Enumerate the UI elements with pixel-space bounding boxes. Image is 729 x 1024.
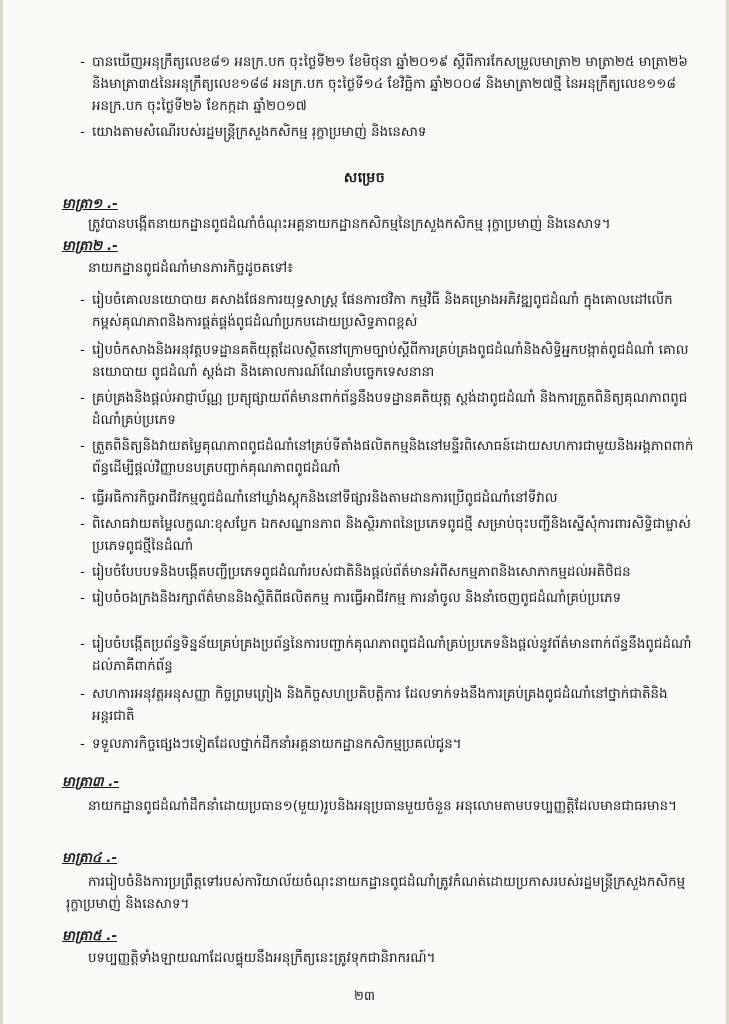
duty-item: - រៀបចំកសាងនិងអនុវត្តបទដ្ឋានគតិយុត្តដែលស្ថិតនៅក្រោមច្បាប់ស្ដីពីការគ្រប់គ្រងពូជដំណាំនិងសិទ្ធិអ្នកបង្កាត់ពូជដំណាំ គោលនយោបាយ ពូជដំណាំ ស្តង់ដា និងគោលការណ៍ណែនាំបច្ចេកទេសនានា	[80, 343, 689, 380]
duty-item: - ធ្វើអធិការកិច្ចអាជីវកម្មពូជដំណាំនៅឃ្លាំងស្តុកនិងនៅទីផ្សារនិងតាមដានការប្រើពូជដំណាំនៅទីវាល	[80, 491, 558, 506]
article-2-intro: នាយកដ្ឋានពូជដំណាំមានភារកិច្ចដូចតទៅ៖	[88, 261, 293, 276]
preamble-item: - យោងតាមសំណើរបស់រដ្ឋមន្ត្រីក្រសួងកសិកម្ម រុក្ខាប្រមាញ់ និងនេសាទ	[80, 125, 427, 140]
article-5-heading: មាត្រា៥ .-	[62, 928, 118, 944]
article-2-heading: មាត្រា២ .-	[62, 238, 118, 254]
duty-item: - រៀបចំគោលនយោបាយ គសាងផែនការយុទ្ធសាស្ត្រ ផែនការថវិកា កម្មវិធី និងគម្រោងអភិវឌ្ឍពូជដំណាំ ក្នុងគោលដៅលើកកម្ពស់គុណភាពនិងការផ្គត់ផ្គង់ពូជដំណាំប្រកបដោយប្រសិទ្ធភាពខ្ពស់	[80, 293, 673, 330]
article-1-heading: មាត្រា១ .-	[62, 196, 118, 212]
decision-title: សម្រេច	[343, 170, 386, 186]
duty-item: - រៀបចំបង្កើតប្រព័ន្ធទិន្នន័យគ្រប់គ្រងប្រព័ន្ធនៃការបញ្ជាក់គុណភាពពូជដំណាំគ្រប់ប្រភេទនិងផ្តល់នូវព័ត៌មានពាក់ព័ន្ធនឹងពូជដំណាំដល់ភាគីពាក់ព័ន្ធ	[80, 637, 692, 674]
duty-item: - រៀបចំចងក្រងនិងរក្សាព័ត៌មាននិងស្ថិតិពីផលិតកម្ម ការធ្វើអាជីវកម្ម ការនាំចូល និងនាំចេញពូជដំណាំគ្រប់ប្រភេទ	[80, 591, 622, 606]
duty-item: - ទទួលភារកិច្ចផ្សេងៗទៀតដែលថ្នាក់ដឹកនាំអគ្គនាយកដ្ឋានកសិកម្មប្រគល់ជូន។	[80, 737, 462, 752]
duty-item: - សហការអនុវត្តអនុសញ្ញា កិច្ចព្រមព្រៀង និងកិច្ចសហប្រតិបត្តិការ ដែលទាក់ទងនឹងការគ្រប់គ្រងពូជដំណាំនៅថ្នាក់ជាតិនិងអន្តរជាតិ	[80, 687, 668, 724]
duty-item: - ត្រួតពិនិត្យនិងវាយតម្លៃគុណភាពពូជដំណាំនៅគ្រប់ទីតាំងផលិតកម្មនិងនៅមន្ទីរពិសោធន៍ដោយសហការជាមួយនិងអង្គភាពពាក់ព័ន្ធដើម្បីផ្តល់វិញ្ញាបនបត្របញ្ជាក់គុណភាពពូជដំណាំ	[80, 439, 694, 476]
preamble-item: - បានឃើញអនុក្រឹត្យលេខ៨១ អនក្រ.បក ចុះថ្ងៃទី២១ ខែមិថុនា ឆ្នាំ២០១៩ ស្ដីពីការកែសម្រួលមាត្រា២ មាត្រា២៥ មាត្រា២៦ និងមាត្រា៣៥នៃអនុក្រឹត្យលេខ១៨៨ អនក្រ.បក ចុះថ្ងៃទី១៤ ខែវិច្ឆិកា ឆ្នាំ២០០៨ និងមាត្រា២៧ថ្មី នៃអនុក្រឹត្យលេខ១១៨ អនក្រ.បក ចុះថ្ងៃទី២៦ ខែកក្កដា ឆ្នាំ២០១៧	[80, 55, 688, 114]
article-5-text: បទប្បញ្ញត្តិទាំងឡាយណាដែលផ្ទុយនឹងអនុក្រឹត្យនេះត្រូវទុកជានិរាករណ៍។	[88, 951, 436, 966]
scan-edge-left	[0, 0, 3, 1024]
page-number: ២៣	[354, 989, 375, 1004]
article-1-text: ត្រូវបានបង្កើតនាយកដ្ឋានពូជដំណាំចំណុះអគ្គនាយកដ្ឋានកសិកម្មនៃក្រសួងកសិកម្ម រុក្ខាប្រមាញ់ និងនេសាទ។	[88, 217, 611, 232]
duty-item: - រៀបចំបែបបទនិងបង្កើតបញ្ជីប្រភេទពូជដំណាំរបស់ជាតិនិងផ្តល់ព័ត៌មានអំពីសកម្មភាពនិងសោភាកម្មដល់អតិថិជន	[80, 565, 631, 580]
article-3-text: នាយកដ្ឋានពូជដំណាំដឹកនាំដោយប្រធាន១(មួយ)រូបនិងអនុប្រធានមួយចំនួន អនុលោមតាមបទប្បញ្ញត្តិដែលមានជាធរមាន។	[88, 799, 677, 814]
article-4-text: ការរៀបចំនិងការប្រព្រឹត្តទៅរបស់ការិយាល័យចំណុះនាយកដ្ឋានពូជដំណាំត្រូវកំណត់ដោយប្រកាសរបស់រដ្ឋមន្ត្រីក្រសួងកសិកម្ម រុក្ខាប្រមាញ់ និងនេសាទ។	[66, 875, 686, 912]
article-4-heading: មាត្រា៤ .-	[62, 850, 118, 866]
duty-item: - គ្រប់គ្រងនិងផ្តល់អាជ្ញាប័ណ្ណ ប្រត្យុផ្សាយព័ត៌មានពាក់ព័ន្ធនឹងបទដ្ឋានគតិយុត្ត ស្តង់ដាពូជដំណាំ និងការត្រួតពិនិត្យគុណភាពពូជដំណាំគ្រប់ប្រភេទ	[80, 391, 688, 428]
duty-item: - ពិសោធវាយតម្លៃលក្ខណៈខុសប្លែក ឯកសណ្ឋានភាព និងស្ថិរភាពនៃប្រភេទពូជថ្មី សម្រាប់ចុះបញ្ជីនិងស្នើសុំការពារសិទ្ធិជាម្ចាស់ប្រភេទពូជថ្មីនៃដំណាំ	[80, 517, 691, 554]
article-3-heading: មាត្រា៣ .-	[62, 774, 120, 790]
